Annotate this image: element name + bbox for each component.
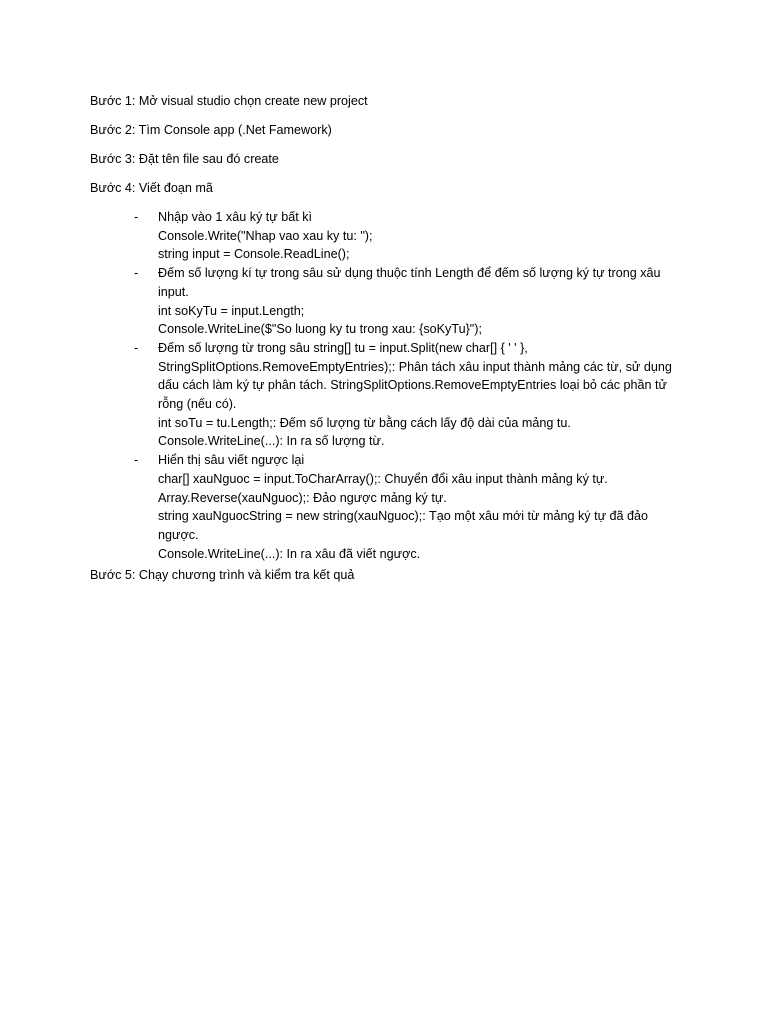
list-item-count-words xyxy=(0,339,768,451)
list-item-line: rỗng (nếu có). xyxy=(158,397,237,412)
list-item-reverse xyxy=(0,451,768,563)
step-5-text: Bước 5: Chạy chương trình và kiểm tra kết quả xyxy=(90,568,355,582)
step-3-text: Bước 3: Đặt tên file sau đó create xyxy=(90,152,279,166)
bullet-dash: - xyxy=(134,340,139,355)
list-item-line: Console.WriteLine(...): In ra số lượng từ. xyxy=(158,434,385,449)
list-item-count-chars xyxy=(0,264,768,339)
list-item-line: Đếm số lượng từ trong sâu string[] tu = input.Split(new char[] { ' ' }, xyxy=(158,340,528,355)
step-1-text: Bước 1: Mở visual studio chọn create new project xyxy=(90,94,368,108)
list-item-line: dấu cách làm ký tự phân tách. StringSplitOptions.RemoveEmptyEntries loại bỏ các phần tử xyxy=(158,378,667,393)
step-2-text: Bước 2: Tìm Console app (.Net Famework) xyxy=(90,123,332,137)
list-item-line: ngược. xyxy=(158,527,199,542)
list-item-line: Nhập vào 1 xâu ký tự bất kì xyxy=(158,210,313,224)
list-item-input xyxy=(0,208,768,264)
bullet-dash: - xyxy=(134,453,139,468)
bullet-dash: - xyxy=(134,266,139,281)
list-item-line: Console.Write("Nhap vao xau ky tu: "); xyxy=(158,228,373,243)
list-item-line: Console.WriteLine($"So luong ky tu trong xau: {soKyTu}"); xyxy=(158,322,482,337)
list-item-line: string xauNguocString = new string(xauNguoc);: Tạo một xâu mới từ mảng ký tự đã đảo xyxy=(158,509,649,524)
list-item-line: string input = Console.ReadLine(); xyxy=(158,247,350,262)
list-item-line: char[] xauNguoc = input.ToCharArray();: Chuyển đổi xâu input thành mảng ký tự. xyxy=(158,471,608,486)
list-item-line: int soKyTu = input.Length; xyxy=(158,303,305,318)
bullet-dash: - xyxy=(134,210,139,224)
code-steps-list xyxy=(0,208,768,563)
list-item-line: Console.WriteLine(...): In ra xâu đã viết ngược. xyxy=(158,546,421,561)
list-item-line: StringSplitOptions.RemoveEmptyEntries);: Phân tách xâu input thành mảng các từ, sử dụng xyxy=(158,359,672,374)
list-item-line: Array.Reverse(xauNguoc);: Đảo ngược mảng ký tự. xyxy=(158,490,447,505)
list-item-line: Hiển thị sâu viết ngược lại xyxy=(158,453,305,468)
list-item-line: Đếm số lượng kí tự trong sâu sử dụng thuộc tính Length để đếm số lượng ký tự trong xâu xyxy=(158,266,661,281)
list-item-line: input. xyxy=(158,284,189,299)
step-4-text: Bước 4: Viết đoạn mã xyxy=(90,181,213,195)
list-item-line: int soTu = tu.Length;: Đếm số lượng từ bằng cách lấy độ dài của mảng tu. xyxy=(158,415,571,430)
